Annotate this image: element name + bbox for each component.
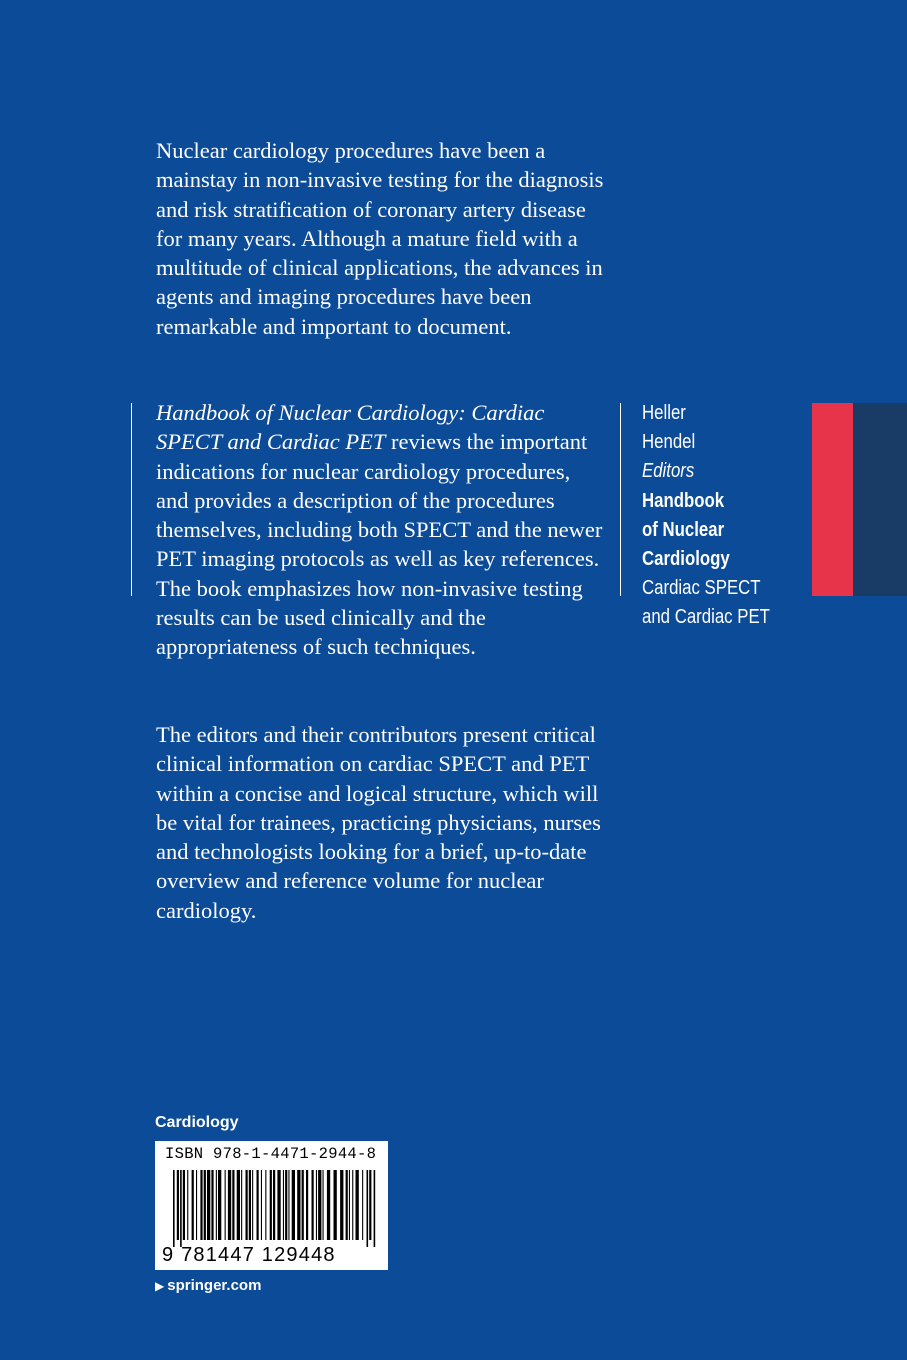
barcode-bar <box>369 1170 371 1240</box>
barcode-bar <box>252 1170 253 1240</box>
play-arrow-icon: ▶ <box>155 1279 165 1293</box>
isbn-text: ISBN 978-1-4471-2944-8 <box>165 1145 377 1163</box>
barcode-bar <box>225 1170 226 1240</box>
barcode-bar <box>327 1170 330 1240</box>
title-line-1: Handbook <box>642 489 725 512</box>
editors-label: Editors <box>642 460 695 483</box>
paragraph-2-text: reviews the important indications for nuclear cardiology procedures, and provides a description of the procedures themselves, including both SPECT and the newer PET imaging protocols as well as key references. The book emphasizes how non-invasive testing results can be used clinically and the appropriateness of such techniques. <box>156 429 603 660</box>
barcode-bar <box>273 1170 275 1240</box>
barcode-bar <box>288 1170 289 1240</box>
spine-title-block <box>642 399 770 633</box>
barcode-bar <box>237 1170 240 1240</box>
barcode-bar <box>323 1170 324 1240</box>
barcode-bar <box>340 1170 343 1240</box>
barcode-bar <box>297 1170 300 1240</box>
title-line-3: Cardiology <box>642 548 730 571</box>
right-divider-rule <box>620 403 621 596</box>
barcode-bar <box>334 1170 337 1240</box>
barcode-bar <box>306 1170 308 1240</box>
barcode-bar <box>216 1170 217 1240</box>
barcode-bar <box>367 1170 369 1247</box>
barcode-bar <box>349 1170 350 1240</box>
barcode-bar <box>265 1170 266 1240</box>
navy-accent-bar <box>853 403 907 596</box>
paragraph-3-text: The editors and their contributors present critical clinical information on cardiac SPECT and PET within a concise and logical structure, which will be vital for trainees, practicing physicians, nurses and technologists looking for a brief, up-to-date overview and reference volume for nuclear cardiology. <box>156 722 601 923</box>
description-paragraph-2 <box>156 398 606 662</box>
barcode-bar <box>374 1170 376 1247</box>
barcode-label <box>155 1141 388 1270</box>
barcode-bar <box>177 1170 179 1240</box>
barcode-bar <box>218 1170 221 1240</box>
website-text: springer.com <box>167 1277 262 1294</box>
barcode-bar <box>285 1170 287 1240</box>
barcode-bar <box>246 1170 248 1240</box>
barcode-bar <box>261 1170 262 1240</box>
subtitle-line-1: Cardiac SPECT <box>642 577 761 600</box>
description-paragraph-3 <box>156 720 606 925</box>
red-accent-bar <box>812 403 853 596</box>
editor-name-2: Hendel <box>642 431 696 454</box>
barcode-bar <box>356 1170 359 1240</box>
editor-name-1: Heller <box>642 402 686 424</box>
ean-digits: 9 781447 129448 <box>162 1244 336 1266</box>
barcode-bar <box>173 1170 175 1247</box>
barcode-bar <box>192 1170 194 1240</box>
description-paragraph-1 <box>156 136 606 341</box>
title-line-2: of Nuclear <box>642 518 725 541</box>
barcode-bar <box>228 1170 231 1240</box>
barcode-bar <box>283 1170 284 1240</box>
barcode-bar <box>257 1170 259 1240</box>
barcode-bar <box>183 1170 185 1240</box>
barcode-bar <box>232 1170 234 1240</box>
barcode-bar <box>204 1170 206 1240</box>
barcode-bar <box>316 1170 317 1240</box>
barcode-bar <box>312 1170 314 1240</box>
barcode-bar <box>200 1170 202 1240</box>
barcode-bar <box>362 1170 363 1240</box>
subtitle-line-2: and Cardiac PET <box>642 606 770 629</box>
paragraph-1-text: Nuclear cardiology procedures have been a mainstay in non-invasive testing for the diagnosis and risk stratification of coronary artery disease for many years. Although a mature field with a multitude of clinical applications, the advances in agents and imaging procedures have been remarkable and important to document. <box>156 138 604 339</box>
book-title-italic: Handbook of Nuclear Cardiology: Cardiac SPECT and Cardiac PET <box>156 400 545 455</box>
left-divider-rule <box>131 403 132 596</box>
barcode-bar <box>207 1170 210 1240</box>
barcode-bar <box>187 1170 188 1240</box>
barcode-bar <box>346 1170 348 1240</box>
barcode-bar <box>270 1170 272 1240</box>
barcode-bar <box>277 1170 280 1240</box>
subject-category: Cardiology <box>155 1114 239 1131</box>
barcode-bar <box>352 1170 353 1240</box>
barcode-bar <box>302 1170 304 1240</box>
barcode-bar <box>292 1170 295 1240</box>
barcode-bar <box>211 1170 213 1240</box>
barcode-bars <box>173 1170 379 1247</box>
publisher-website[interactable] <box>155 1277 261 1294</box>
barcode-bar <box>241 1170 242 1240</box>
barcode-bar <box>180 1170 182 1247</box>
barcode-bar <box>196 1170 197 1240</box>
barcode-bar <box>249 1170 251 1240</box>
barcode-bar <box>318 1170 321 1240</box>
